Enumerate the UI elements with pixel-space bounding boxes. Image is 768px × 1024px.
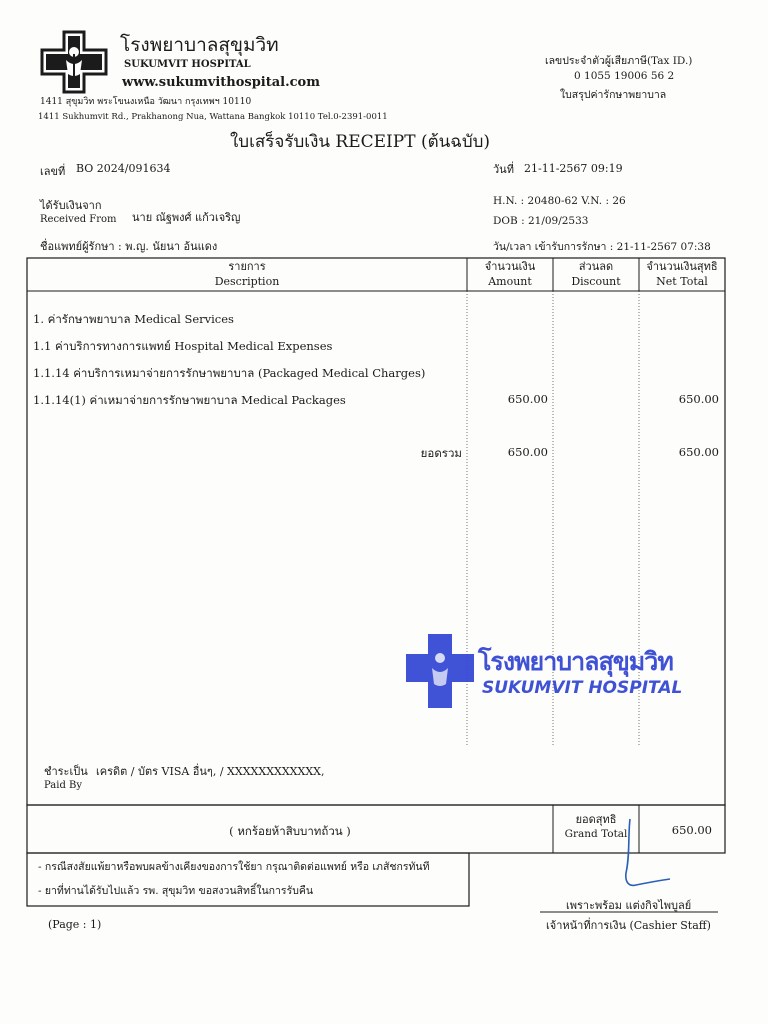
note-allergy: - กรณีสงสัยแพ้ยาหรือพบผลข้างเคียงของการใช้ยา กรุณาติดต่อแพทย์ หรือ เภสัชกรทันที — [38, 861, 430, 873]
tax-id-label: เลขประจำตัวผู้เสียภาษี(Tax ID.) — [545, 55, 693, 67]
header-net-total — [639, 259, 725, 289]
row-net-total: 650.00 — [678, 392, 719, 406]
amount-in-words: ( หกร้อยห้าสิบบาทถ้วน ) — [229, 824, 351, 838]
receipt-date-label: วันที่ — [493, 163, 514, 176]
receipt-title: ใบเสร็จรับเงิน RECEIPT (ต้นฉบับ) — [230, 132, 491, 152]
paid-by-label-en: Paid By — [44, 780, 83, 791]
paid-by-label-th: ชำระเป็น — [44, 765, 88, 778]
grand-total-label-en: Grand Total — [564, 828, 628, 840]
hospital-name-th: โรงพยาบาลสุขุมวิท — [120, 34, 279, 56]
hospital-name-en: SUKUMVIT HOSPITAL — [124, 59, 251, 70]
subtotal-amount: 650.00 — [507, 445, 548, 459]
header-description-en: Description — [214, 275, 280, 288]
cashier-name: เพราะพร้อม แต่งกิจไพบูลย์ — [566, 899, 692, 912]
hospital-address-en: 1411 Sukhumvit Rd., Prakhanong Nua, Wattana Bangkok 10110 Tel.0-2391-0011 — [38, 112, 388, 122]
row-amount: 650.00 — [507, 392, 548, 406]
table-row: 1. ค่ารักษาพยาบาล Medical Services — [33, 312, 234, 326]
doctor-name: ชื่อแพทย์ผู้รักษา : พ.ญ. นัยนา อ้นแดง — [40, 240, 218, 253]
table-row: 1.1 ค่าบริการทางการแพทย์ Hospital Medical Expenses — [33, 339, 333, 353]
payment-method: เครดิต / บัตร VISA อื่นๆ, / XXXXXXXXXXXX, — [96, 765, 325, 778]
hn-vn: H.N. : 20480-62 V.N. : 26 — [493, 195, 626, 207]
header-amount-th: จำนวนเงิน — [484, 260, 536, 273]
hospital-website[interactable]: www.sukumvithospital.com — [122, 75, 320, 90]
stamp-text-th: โรงพยาบาลสุขุมวิท — [478, 647, 673, 676]
subtotal-label: ยอดรวม — [420, 446, 462, 460]
received-from-label-th: ได้รับเงินจาก — [40, 199, 102, 212]
received-from-label-en: Received From — [40, 214, 117, 225]
hospital-address-th: 1411 สุขุมวิท พระโขนงเหนือ วัฒนา กรุงเทพฯ 10110 — [40, 97, 252, 107]
header-description — [27, 259, 467, 289]
header-net-total-en: Net Total — [656, 275, 708, 288]
page-number: (Page : 1) — [48, 918, 102, 931]
stamp-cross-icon — [402, 630, 478, 712]
grand-total-label-th: ยอดสุทธิ — [575, 813, 617, 826]
tax-id-value: 0 1055 19006 56 2 — [574, 70, 675, 82]
header-description-th: รายการ — [228, 260, 266, 273]
receipt-date: 21-11-2567 09:19 — [524, 162, 623, 175]
note-return-policy: - ยาที่ท่านได้รับไปแล้ว รพ. สุขุมวิท ขอสงวนสิทธิ์ในการรับคืน — [38, 885, 314, 897]
hospital-stamp — [402, 630, 722, 712]
signature-mark — [600, 815, 690, 895]
header-discount — [553, 259, 639, 289]
header-discount-en: Discount — [571, 275, 621, 288]
receipt-no-label: เลขที่ — [40, 165, 66, 178]
header-discount-th: ส่วนลด — [578, 260, 614, 273]
subtotal-net: 650.00 — [678, 445, 719, 459]
stamp-text-en: SUKUMVIT HOSPITAL — [482, 678, 683, 698]
admit-datetime: วัน/เวลา เข้ารับการรักษา : 21-11-2567 07:38 — [493, 241, 711, 253]
receipt-no: BO 2024/091634 — [76, 162, 171, 175]
patient-dob: DOB : 21/09/2533 — [493, 215, 589, 227]
header-amount — [467, 259, 553, 289]
header-amount-en: Amount — [488, 275, 532, 288]
table-row: 1.1.14 ค่าบริการเหมาจ่ายการรักษาพยาบาล (Packaged Medical Charges) — [33, 366, 426, 380]
tax-summary: ใบสรุปค่ารักษาพยาบาล — [560, 89, 667, 101]
table-row: 1.1.14(1) ค่าเหมาจ่ายการรักษาพยาบาล Medical Packages — [33, 393, 346, 407]
cashier-role: เจ้าหน้าที่การเงิน (Cashier Staff) — [546, 919, 711, 932]
grand-total-value: 650.00 — [671, 823, 712, 837]
patient-name: นาย ณัฐพงศ์ แก้วเจริญ — [132, 211, 241, 224]
header-net-total-th: จำนวนเงินสุทธิ — [646, 260, 718, 273]
